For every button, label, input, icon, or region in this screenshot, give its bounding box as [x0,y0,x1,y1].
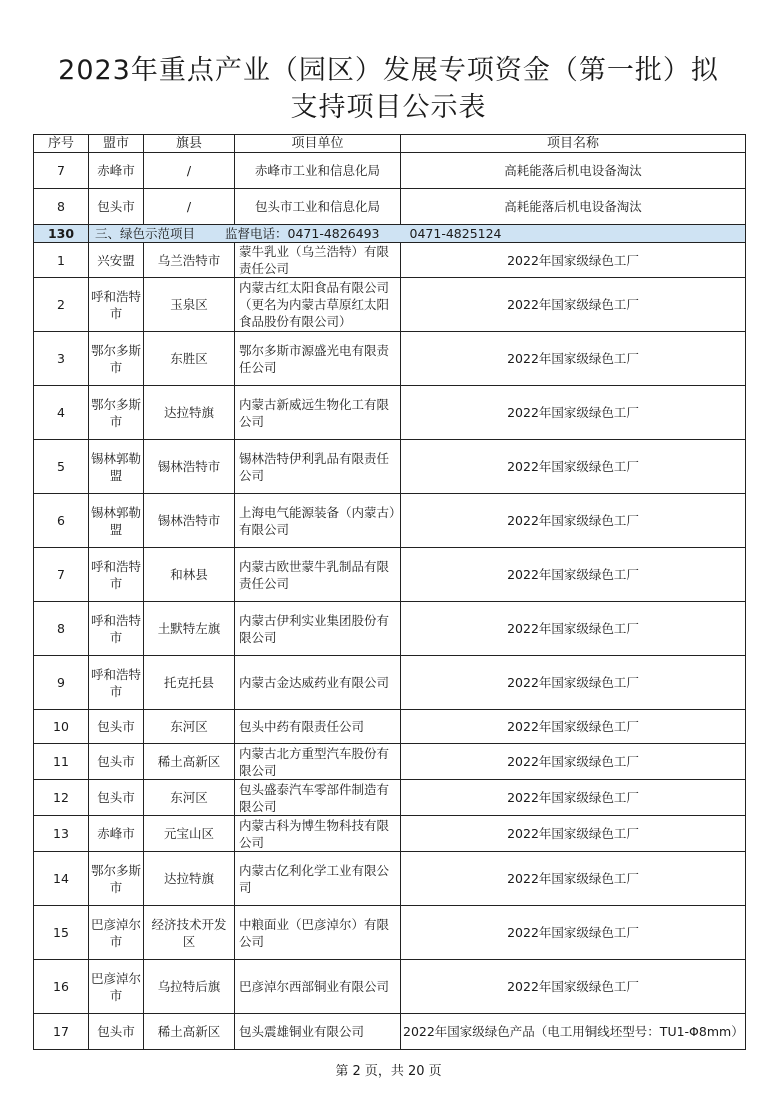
section-count: 130 [34,225,89,243]
table-row [34,906,746,960]
cell-county: 锡林浩特市 [144,494,235,548]
table-row [34,780,746,816]
cell-unit: 包头市工业和信息化局 [235,189,401,225]
cell-city: 巴彦淖尔市 [89,906,144,960]
cell-no: 8 [34,602,89,656]
header-unit: 项目单位 [235,135,401,153]
section-row [34,225,746,243]
table-row [34,440,746,494]
cell-no: 16 [34,960,89,1014]
cell-city: 呼和浩特市 [89,548,144,602]
cell-project-name: 2022年国家级绿色工厂 [401,710,746,744]
cell-project-name: 2022年国家级绿色工厂 [401,386,746,440]
header-county: 旗县 [144,135,235,153]
cell-county: 稀土高新区 [144,1014,235,1050]
cell-project-name: 2022年国家级绿色工厂 [401,602,746,656]
cell-county: 经济技术开发区 [144,906,235,960]
supervision-phone: 监督电话：0471-4826493 [225,226,380,241]
project-table [33,134,746,1050]
cell-no: 12 [34,780,89,816]
cell-county: 东胜区 [144,332,235,386]
cell-city: 鄂尔多斯市 [89,386,144,440]
table-row [34,332,746,386]
cell-unit: 内蒙古亿利化学工业有限公司 [235,852,401,906]
cell-city: 包头市 [89,1014,144,1050]
cell-unit: 内蒙古红太阳食品有限公司（更名为内蒙古草原红太阳食品股份有限公司） [235,278,401,332]
cell-unit: 包头盛泰汽车零部件制造有限公司 [235,780,401,816]
cell-city: 鄂尔多斯市 [89,852,144,906]
cell-city: 赤峰市 [89,153,144,189]
cell-project-name: 高耗能落后机电设备淘汰 [401,189,746,225]
cell-no: 5 [34,440,89,494]
cell-county: 元宝山区 [144,816,235,852]
cell-no: 7 [34,548,89,602]
cell-project-name: 2022年国家级绿色产品（电工用铜线坯型号：TU1-Φ8mm） [401,1014,746,1050]
cell-unit: 锡林浩特伊利乳品有限责任公司 [235,440,401,494]
cell-city: 巴彦淖尔市 [89,960,144,1014]
cell-project-name: 2022年国家级绿色工厂 [401,243,746,278]
cell-project-name: 2022年国家级绿色工厂 [401,906,746,960]
cell-city: 呼和浩特市 [89,278,144,332]
cell-city: 包头市 [89,189,144,225]
table-row [34,153,746,189]
cell-no: 14 [34,852,89,906]
cell-unit: 内蒙古科为博生物科技有限公司 [235,816,401,852]
cell-county: 玉泉区 [144,278,235,332]
cell-unit: 包头中药有限责任公司 [235,710,401,744]
cell-project-name: 2022年国家级绿色工厂 [401,440,746,494]
table-row [34,386,746,440]
table-row [34,494,746,548]
cell-unit: 内蒙古金达威药业有限公司 [235,656,401,710]
cell-no: 3 [34,332,89,386]
cell-county: 土默特左旗 [144,602,235,656]
cell-county: 东河区 [144,710,235,744]
cell-no: 10 [34,710,89,744]
cell-no: 15 [34,906,89,960]
cell-county: 乌拉特后旗 [144,960,235,1014]
cell-county: / [144,189,235,225]
cell-unit: 中粮面业（巴彦淖尔）有限公司 [235,906,401,960]
cell-unit: 内蒙古欧世蒙牛乳制品有限责任公司 [235,548,401,602]
cell-project-name: 2022年国家级绿色工厂 [401,816,746,852]
cell-unit: 蒙牛乳业（乌兰浩特）有限责任公司 [235,243,401,278]
table-row [34,656,746,710]
cell-unit: 巴彦淖尔西部铜业有限公司 [235,960,401,1014]
cell-city: 包头市 [89,744,144,780]
table-row [34,243,746,278]
table-row [34,960,746,1014]
cell-no: 2 [34,278,89,332]
cell-city: 锡林郭勒盟 [89,440,144,494]
cell-unit: 内蒙古伊利实业集团股份有限公司 [235,602,401,656]
cell-county: 达拉特旗 [144,386,235,440]
section-heading [89,225,746,243]
cell-unit: 上海电气能源装备（内蒙古）有限公司 [235,494,401,548]
table-row [34,278,746,332]
cell-project-name: 2022年国家级绿色工厂 [401,548,746,602]
cell-project-name: 2022年国家级绿色工厂 [401,494,746,548]
cell-no: 8 [34,189,89,225]
cell-city: 鄂尔多斯市 [89,332,144,386]
table-row [34,548,746,602]
cell-project-name: 2022年国家级绿色工厂 [401,332,746,386]
cell-unit: 包头震雄铜业有限公司 [235,1014,401,1050]
cell-project-name: 2022年国家级绿色工厂 [401,852,746,906]
title-line-1: 2023年重点产业（园区）发展专项资金（第一批）拟 [58,55,719,86]
page-footer: 第 2 页，共 20 页 [335,1064,442,1079]
cell-no: 17 [34,1014,89,1050]
table-row [34,744,746,780]
cell-project-name: 2022年国家级绿色工厂 [401,656,746,710]
cell-city: 锡林郭勒盟 [89,494,144,548]
table-row [34,1014,746,1050]
header-no: 序号 [34,135,89,153]
table-body [34,153,746,1050]
cell-no: 11 [34,744,89,780]
table-row [34,710,746,744]
cell-project-name: 高耗能落后机电设备淘汰 [401,153,746,189]
cell-no: 6 [34,494,89,548]
table-header-row [34,135,746,153]
cell-city: 赤峰市 [89,816,144,852]
cell-county: 托克托县 [144,656,235,710]
cell-unit: 内蒙古北方重型汽车股份有限公司 [235,744,401,780]
cell-project-name: 2022年国家级绿色工厂 [401,744,746,780]
cell-unit: 内蒙古新威远生物化工有限公司 [235,386,401,440]
cell-county: 达拉特旗 [144,852,235,906]
header-city: 盟市 [89,135,144,153]
cell-city: 包头市 [89,780,144,816]
cell-county: 东河区 [144,780,235,816]
cell-no: 9 [34,656,89,710]
cell-unit: 鄂尔多斯市源盛光电有限责任公司 [235,332,401,386]
cell-county: 和林县 [144,548,235,602]
document-title [0,52,777,126]
cell-county: 稀土高新区 [144,744,235,780]
cell-city: 呼和浩特市 [89,602,144,656]
cell-no: 1 [34,243,89,278]
cell-county: 乌兰浩特市 [144,243,235,278]
cell-no: 7 [34,153,89,189]
cell-project-name: 2022年国家级绿色工厂 [401,960,746,1014]
cell-county: / [144,153,235,189]
cell-city: 包头市 [89,710,144,744]
supervision-phone-2: 0471-4825124 [409,226,502,241]
table-row [34,189,746,225]
cell-project-name: 2022年国家级绿色工厂 [401,278,746,332]
section-name: 三、绿色示范项目 [95,226,196,241]
cell-no: 13 [34,816,89,852]
header-project-name: 项目名称 [401,135,746,153]
cell-unit: 赤峰市工业和信息化局 [235,153,401,189]
cell-county: 锡林浩特市 [144,440,235,494]
cell-city: 呼和浩特市 [89,656,144,710]
table-row [34,852,746,906]
cell-project-name: 2022年国家级绿色工厂 [401,780,746,816]
cell-no: 4 [34,386,89,440]
table-row [34,816,746,852]
title-line-2: 支持项目公示表 [290,92,487,123]
table-row [34,602,746,656]
cell-city: 兴安盟 [89,243,144,278]
